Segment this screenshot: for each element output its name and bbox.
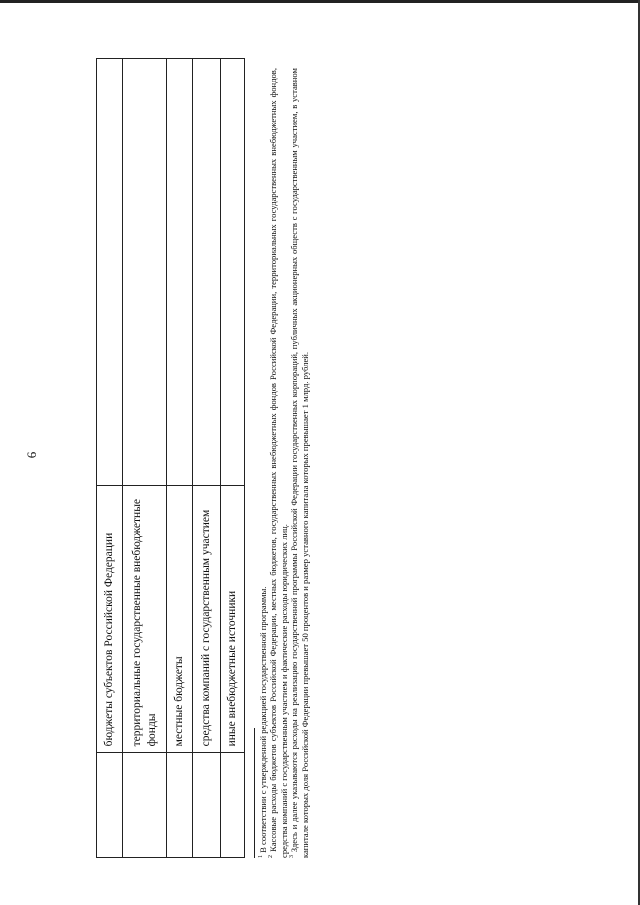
table-cell-label: средства компаний с государственным участием	[193, 485, 221, 753]
table-row	[193, 59, 221, 858]
footnote-mark: 1	[258, 855, 265, 858]
table-cell-label: территориальные государственные внебюджетные фонды	[123, 485, 167, 753]
table-cell-value	[221, 59, 245, 486]
table-cell-empty	[97, 753, 123, 858]
footnote-mark: 3	[289, 855, 296, 858]
rotated-content	[96, 58, 326, 858]
table-cell-label: иные внебюджетные источники	[221, 485, 245, 753]
table-cell-value	[97, 59, 123, 486]
table-cell-empty	[193, 753, 221, 858]
table-row	[97, 59, 123, 858]
table-cell-empty	[221, 753, 245, 858]
table-cell-empty	[167, 753, 193, 858]
table-row	[221, 59, 245, 858]
footnote-1	[258, 68, 268, 858]
footnote-2	[268, 68, 289, 858]
footnote-separator	[254, 728, 255, 858]
funding-sources-table	[96, 58, 245, 858]
table-cell-empty	[123, 753, 167, 858]
footnote-mark: 2	[268, 855, 275, 858]
table-row	[167, 59, 193, 858]
table-cell-value	[193, 59, 221, 486]
page-top-edge	[0, 0, 640, 3]
footnotes	[258, 68, 310, 858]
footnote-text: Кассовые расходы бюджетов субъектов Российской Федерации, местных бюджетов, государственных внебюджетных фондов Российской Федерации, территориальных государственных внебюджетных фондов, средства компаний с государственным участием и фактические расходы юридических лиц.	[268, 67, 289, 858]
table-row	[123, 59, 167, 858]
footnote-text: В соответствии с утвержденной редакцией государственной программы.	[258, 586, 268, 853]
footnote-3	[289, 68, 310, 858]
table-cell-label: местные бюджеты	[167, 485, 193, 753]
page-number: 6	[24, 451, 39, 459]
table-cell-label: бюджеты субъектов Российской Федерации	[97, 485, 123, 753]
table-cell-value	[167, 59, 193, 486]
footnote-text: Здесь и далее указываются расходы на реализацию государственной программы Российской Федерации государственных корпораций, публичных акционерных обществ с государственным участием, в уставном капитале которых доля Российской Федерации превышает 50 процентов и размер уставного капитала которых превышает 1 млрд. рублей.	[289, 68, 310, 858]
table-cell-value	[123, 59, 167, 486]
